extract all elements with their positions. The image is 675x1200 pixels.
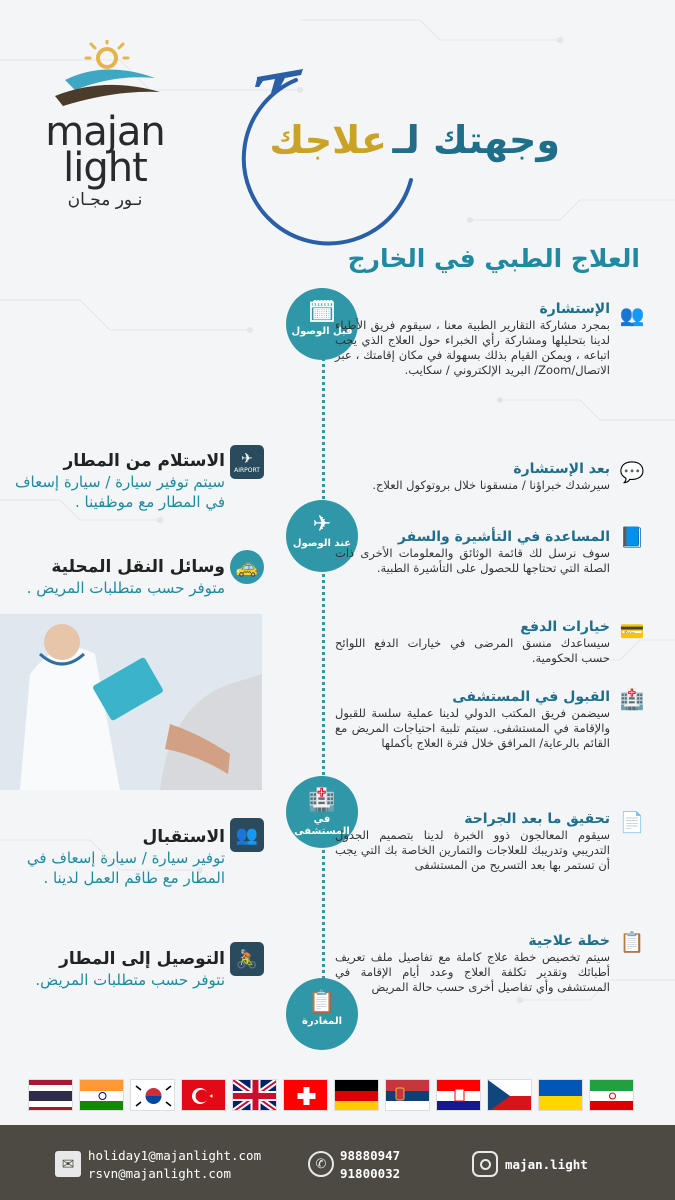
reception-icon: 👥 <box>230 818 264 852</box>
item-post-surgery <box>335 810 610 873</box>
item-description: سيساعدك منسق المرضى في خيارات الدفع اللوائح حسب الحكومية. <box>335 636 610 665</box>
thailand-flag <box>28 1079 73 1111</box>
turkey-flag <box>181 1079 226 1111</box>
header-title-part2: علاجك <box>269 118 387 162</box>
item-description: سيتم تخصيص خطة علاج كاملة مع تفاصيل ملف تعريف أطبائك وتقدير تكلفة العلاج وعدد أيام الإقامة في المستشفى وأي تفاصيل أخرى حسب حالة المريض <box>335 950 610 994</box>
phone-link-2[interactable]: 91800032 <box>340 1166 401 1181</box>
stage-label: قبل الوصول <box>291 326 353 337</box>
switzerland-flag <box>283 1079 328 1111</box>
consultation-icon: 👥 <box>619 303 645 327</box>
logo-emblem-icon <box>45 40 165 110</box>
item-title: خيارات الدفع <box>520 619 610 635</box>
footer-phones <box>340 1147 400 1183</box>
timeline-line <box>322 345 325 1015</box>
instagram-handle[interactable]: majan.light <box>505 1157 588 1172</box>
airplane-icon <box>255 55 305 95</box>
logo-arabic-text: نـور مجـان <box>67 190 143 210</box>
traveler-icon: 🚴 <box>230 942 264 976</box>
phone-link-1[interactable]: 98880947 <box>340 1148 401 1163</box>
uk-flag <box>232 1079 277 1111</box>
footer-emails <box>88 1147 261 1183</box>
item-airport-dropoff <box>10 948 225 990</box>
germany-flag <box>334 1079 379 1111</box>
plane-ticket-icon: ✈ <box>312 512 332 537</box>
india-flag <box>79 1079 124 1111</box>
item-consultation <box>335 300 610 378</box>
item-airport-pickup <box>0 450 225 512</box>
item-description: توفير سيارة / سيارة إسعاف في المطار مع طاقم العمل لدينا . <box>26 849 225 887</box>
item-title: خطة علاجية <box>528 933 610 949</box>
calendar-check-icon: 🗓 <box>308 300 336 325</box>
item-description: متوفر حسب متطلبات المريض . <box>26 579 225 597</box>
instagram-icon <box>472 1151 498 1177</box>
credit-card-icon: 💳 <box>619 619 645 643</box>
item-description: سوف نرسل لك قائمة الوثائق والمعلومات الأخرى ذات الصلة التي تحتاجها للحصول على التأشيرة الطبية. <box>335 546 610 575</box>
item-after-consultation <box>335 460 610 493</box>
country-flags <box>28 1079 648 1111</box>
footer <box>0 1125 675 1200</box>
section-title: العلاج الطبي في الخارج <box>347 244 640 273</box>
item-title: القبول في المستشفى <box>452 689 610 705</box>
email-link-2[interactable]: rsvn@majanlight.com <box>88 1166 231 1181</box>
item-description: نتوفر حسب متطلبات المريض. <box>35 971 225 989</box>
stage-label: في المستشفى <box>294 814 350 837</box>
item-title: الإستشارة <box>539 301 610 317</box>
item-title: وسائل النقل المحلية <box>51 557 225 577</box>
item-description: سيرشدك خبراؤنا / منسقونا خلال بروتوكول العلاج. <box>372 478 610 492</box>
item-title: تحقيق ما بعد الجراحة <box>464 811 610 827</box>
item-description: سيضمن فريق المكتب الدولي لدينا عملية سلسة للقبول والإقامة في المستشفى. سيتم تلبية احتياجات المريض مع القائم بالرعاية/ المرافق خلال فترة العلاج بأكملها <box>335 706 610 750</box>
whatsapp-icon: ✆ <box>308 1151 334 1177</box>
checklist-icon: 📋 <box>308 990 336 1015</box>
czech-flag <box>487 1079 532 1111</box>
item-treatment-plan <box>335 932 610 995</box>
item-reception <box>10 826 225 888</box>
item-title: التوصيل إلى المطار <box>59 949 225 969</box>
item-local-transport <box>0 556 225 598</box>
email-icon: ✉ <box>55 1151 81 1177</box>
logo-text-line1: majan <box>45 109 165 155</box>
stage-label: المغادرة <box>301 1016 343 1027</box>
hospital-building-icon: 🏥 <box>619 687 645 711</box>
serbia-flag <box>385 1079 430 1111</box>
item-description: بمجرد مشاركة التقارير الطبية معنا ، سيقوم فريق الأطباء لدينا بتحليلها ومشاركة رأي الخبراء حول العلاج الذي يجب اتباعه ، ويمكن القيام بذلك بسهولة في مكان إقامتك ، عبر الاتصال/Zoom/ البريد الإلكتروني / سكايب. <box>335 318 610 377</box>
brand-logo <box>40 40 170 210</box>
hospital-icon: 🏥 <box>308 788 336 813</box>
header-title <box>250 118 560 178</box>
email-link-1[interactable]: holiday1@majanlight.com <box>88 1148 262 1163</box>
item-description: سيقوم المعالجون ذوو الخبرة لدينا بتصميم الجدول التدريبي وتدريبك للعلاجات والتمارين الخاصة بك التي يجب أن تستمر بها بعد التسريح من المستشفى <box>335 828 610 872</box>
iran-flag <box>589 1079 634 1111</box>
header-title-part1: وجهتك لـ <box>392 118 560 162</box>
taxi-location-icon: 🚕 <box>230 550 264 584</box>
item-title: المساعدة في التأشيرة والسفر <box>397 529 610 545</box>
ukraine-flag <box>538 1079 583 1111</box>
airport-icon-label: AIRPORT <box>234 466 260 474</box>
logo-text-line2: light <box>63 145 147 191</box>
item-hospital-admission <box>335 688 610 751</box>
stage-label: عند الوصول <box>292 538 352 549</box>
item-title: الاستقبال <box>142 827 225 847</box>
passport-icon: 📘 <box>619 525 645 549</box>
item-payment-options <box>335 618 610 666</box>
chat-bubbles-icon: 💬 <box>619 460 645 484</box>
medical-report-icon: 📄 <box>619 810 645 834</box>
doctor-patient-photo <box>0 614 262 790</box>
item-description: سيتم توفير سيارة / سيارة إسعاف في المطار مع موظفينا . <box>14 473 225 511</box>
item-title: بعد الإستشارة <box>513 461 610 477</box>
item-visa-travel <box>335 528 610 576</box>
south-korea-flag <box>130 1079 175 1111</box>
airport-icon: ✈ AIRPORT <box>230 445 264 479</box>
croatia-flag <box>436 1079 481 1111</box>
clipboard-icon: 📋 <box>619 930 645 954</box>
item-title: الاستلام من المطار <box>63 451 225 471</box>
